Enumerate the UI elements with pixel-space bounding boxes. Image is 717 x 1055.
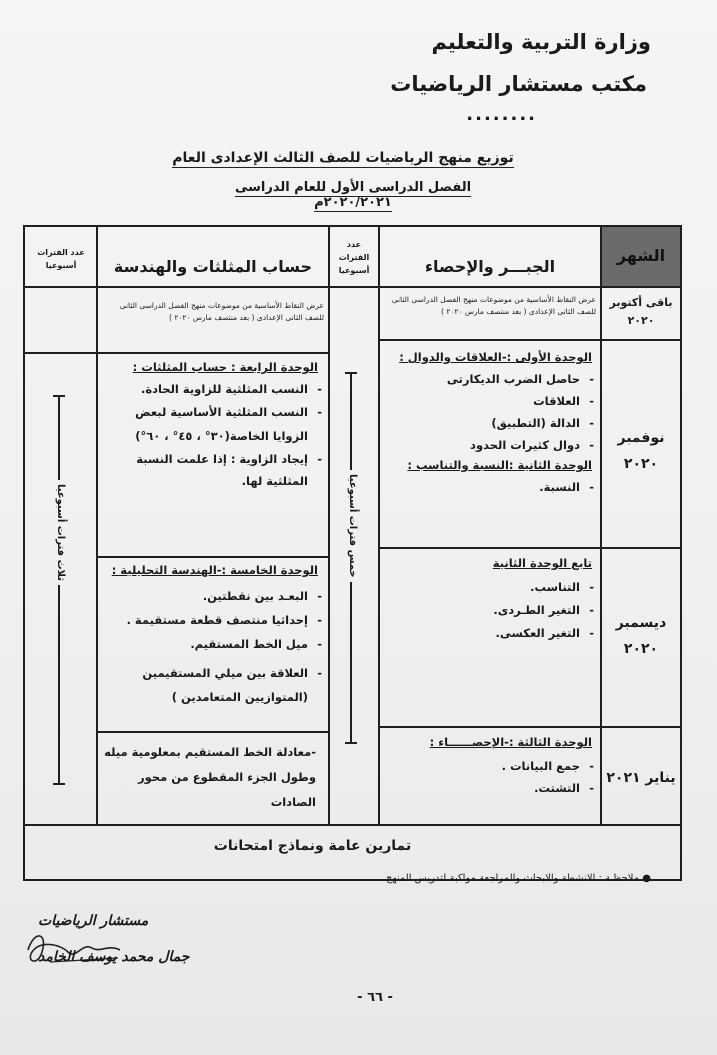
signature-name: جمال محمد يوسف الخامد — [38, 949, 190, 965]
list-item: - جمع البيانات . — [384, 759, 596, 773]
unit2-continued-title: تابع الوحدة الثانية — [492, 556, 592, 570]
list-item: - النسب المثلثية للزاوية الحادة. — [104, 378, 324, 400]
list-item: - الدالة (التطبيق) — [384, 416, 596, 430]
list-item: - النسبة. — [384, 480, 596, 494]
list-item: - التغير الطـردى. — [384, 603, 596, 617]
periods-left-header: عدد الفترات أسبوعيا — [37, 248, 85, 270]
list-item: - حاصل الضرب الديكارتى — [384, 372, 596, 386]
periods-mid-value: خمس فترات أسبوعيا — [347, 470, 358, 582]
geometry-january: -معادلة الخط المستقيم بمعلومية ميله وطول الجزء المقطوع من محور الصادات — [104, 745, 316, 809]
periods-mid-header: عدد الفترات أسبوعيا — [338, 240, 370, 275]
algebra-december — [384, 556, 596, 640]
list-item: - التناسب. — [384, 580, 596, 594]
office-name: مكتب مستشار الرياضيات — [390, 72, 647, 96]
algebra-review-text: عرض النقاط الأساسية من موضوعات منهج الفصل الدراسى الثانى للصف الثانى الإعدادى ( بعد منتصف مارس ٢٠٢٠ ) — [391, 295, 596, 316]
list-item: - العلاقة بين ميلي المستقيمين (المتوازيين المتعامدين ) — [104, 661, 324, 709]
term-title-text: الفصل الدراسى الأول للعام الدراسى ٢٠٢٠/٢٠٢١م — [234, 180, 472, 210]
list-item: - إحداثيا منتصف قطعة مستقيمة . — [104, 613, 324, 627]
month-header: الشهر — [616, 246, 666, 265]
signature-title: مستشار الرياضيات — [38, 913, 149, 929]
unit5-title: الوحدة الخامسة :-الهندسة التحليلية : — [111, 563, 318, 577]
document-title-text: توزيع منهج الرياضيات للصف الثالث الإعدادى العام — [172, 150, 514, 166]
list-item: - دوال كثيرات الحدود — [384, 438, 596, 452]
list-item: - التغير العكسى. — [384, 626, 596, 640]
periods-left-value: ثلاث فترات أسبوعيا — [55, 480, 66, 585]
footer-row-text: تمارين عامة ونماذج امتحانات — [213, 838, 412, 854]
month-december: ديسمبر ٢٠٢٠ — [615, 615, 667, 657]
geometry-header: حساب المثلثات والهندسة — [113, 257, 313, 276]
list-item: - ميل الخط المستقيم. — [104, 637, 324, 651]
list-item: - التشتت. — [384, 781, 596, 795]
list-item: - العلاقات — [384, 394, 596, 408]
geometry-november — [104, 360, 324, 492]
unit2-title: الوحدة الثانية :النسبة والتناسب : — [407, 458, 592, 472]
month-january: يناير ٢٠٢١ — [606, 770, 676, 786]
list-item: - إيجاد الزاوية : إذا علمت النسبة المثلثية لها. — [104, 448, 324, 492]
month-october: باقى أكتوبر ٢٠٢٠ — [609, 296, 673, 327]
ministry-name: وزارة التربية والتعليم — [431, 30, 651, 54]
algebra-header: الجبـــر والإحصاء — [424, 257, 556, 276]
algebra-january — [384, 735, 596, 795]
page-number: - ٦٦ - — [357, 990, 393, 1005]
note-text: ● ملاحظـة : الانشطة والابحاث والمراجعة مواكبة لتدريس المنهج — [385, 873, 651, 884]
geometry-december — [104, 563, 324, 709]
list-item: - النسب المثلثية الأساسية لبعض الزوايا الخاصة(٣٠° ، ٤٥° ، ٦٠°) — [104, 400, 324, 448]
unit4-title: الوحدة الرابعة : حساب المثلثات : — [132, 360, 318, 374]
list-item: - البعـد بين نقطتين. — [104, 589, 324, 603]
algebra-november — [384, 350, 596, 494]
unit3-title: الوحدة الثالثة :-الإحصــــــاء : — [429, 735, 592, 749]
unit1-title: الوحدة الأولى :-العلاقات والدوال : — [399, 350, 592, 364]
header-dots: ........ — [466, 104, 537, 125]
month-november: نوفمبر ٢٠٢٠ — [617, 430, 665, 472]
geometry-review-text: عرض النقاط الأساسية من موضوعات منهج الفصل الدراسى الثانى للصف الثانى الإعدادى ( بعد منتصف مارس ٢٠٢٠ ) — [119, 301, 324, 322]
periods-left-bracket — [58, 395, 60, 785]
document-title — [155, 150, 531, 166]
term-title — [215, 180, 491, 210]
